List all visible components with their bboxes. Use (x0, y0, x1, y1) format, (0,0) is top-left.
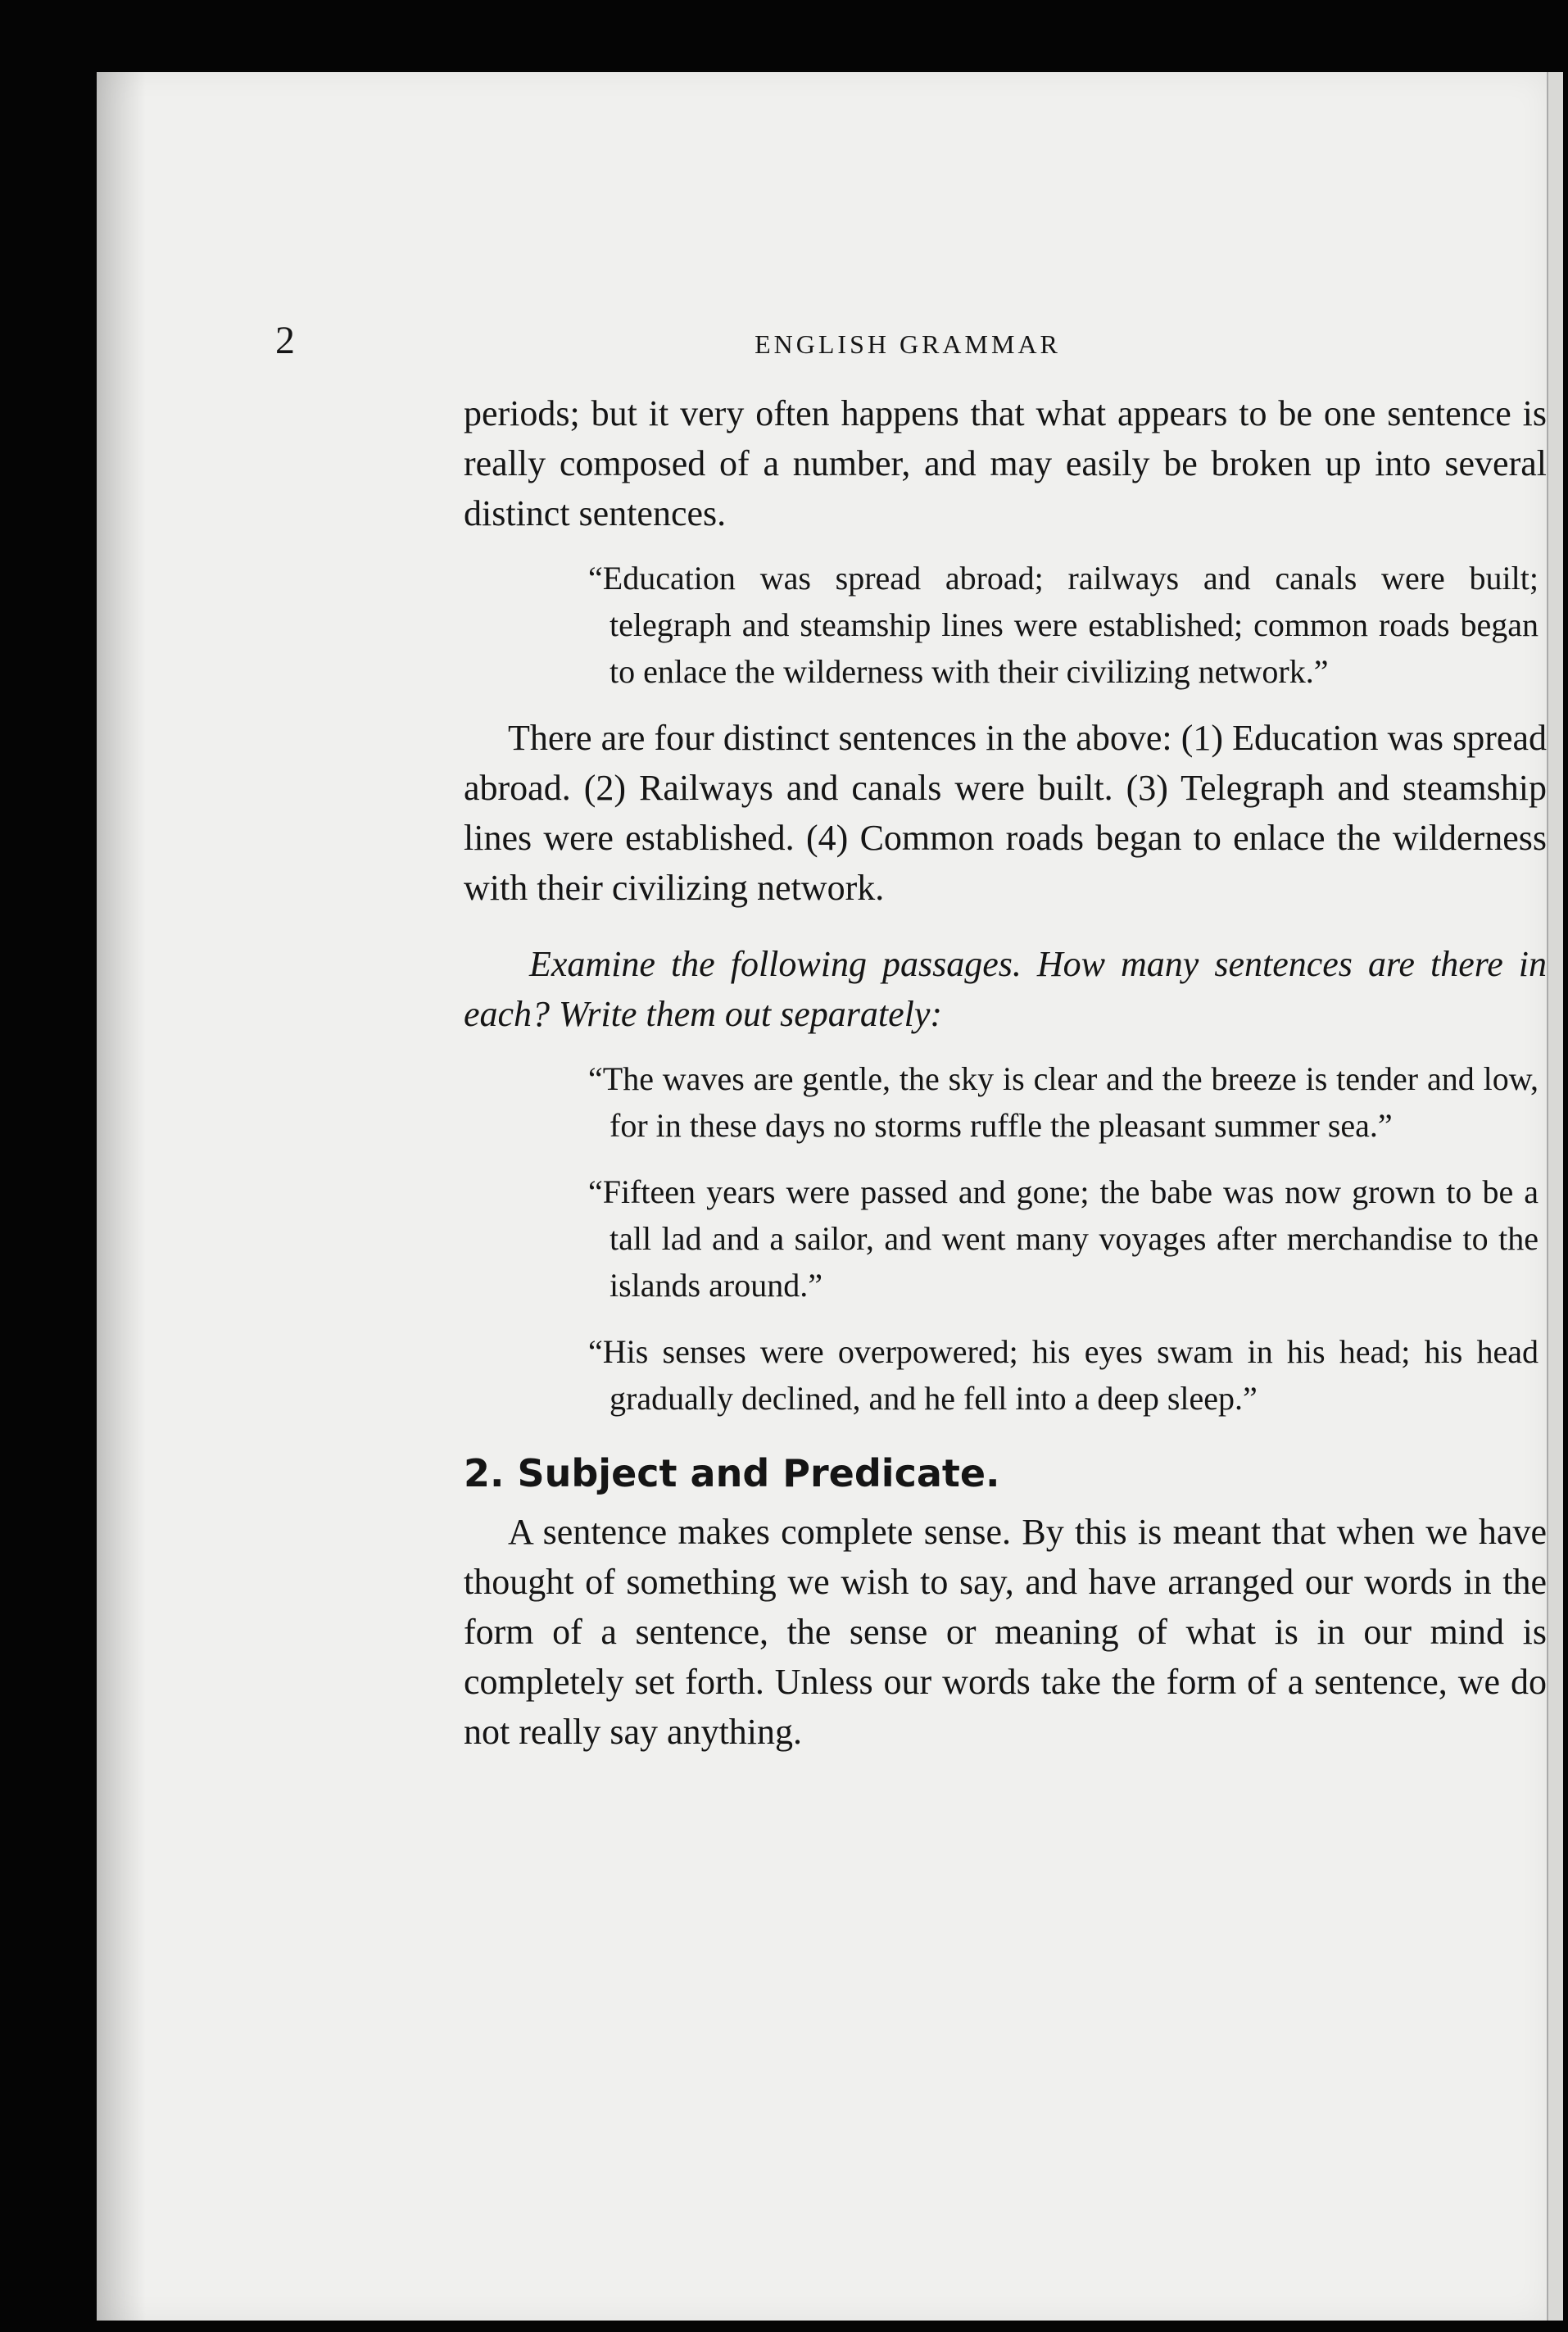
page-header (267, 318, 1548, 383)
quote-waves: “The waves are gentle, the sky is clear and the breeze is tender and low, for in these days no storms ruffle the pleasant summer sea.” (588, 1060, 1539, 1144)
book-page (97, 72, 1548, 2321)
page-number: 2 (275, 319, 295, 362)
quote-fifteen-years: “Fifteen years were passed and gone; the babe was now grown to be a tall lad and a sailor, and went many voyages after merchandise to the islands around.” (588, 1173, 1539, 1304)
page-content (275, 318, 1548, 1757)
section-title: 2. Subject and Predicate. (464, 1451, 1000, 1495)
quote-education: “Education was spread abroad; railways and canals were built; telegraph and steamship lines were established; common roads began to enlace the wilderness with their civilizing network.” (588, 560, 1539, 690)
intro-paragraph: periods; but it very often happens that what appears to be one sentence is really composed of a number, and may easily be broken up into several distinct sentences. (464, 393, 1547, 533)
explanation-paragraph: There are four distinct sentences in the above: (1) Education was spread abroad. (2) Railways and canals were built. (3) Telegraph and steamship lines were established. (4) Common roads began to enlace the wilderness with their civilizing network. (464, 718, 1547, 908)
page-edge (1547, 72, 1563, 2321)
running-head: ENGLISH GRAMMAR (755, 329, 1061, 359)
exercise-instruction: Examine the following passages. How many sentences are there in each? Write them out separately: (464, 944, 1547, 1034)
section-paragraph: A sentence makes complete sense. By this is meant that when we have thought of something we wish to say, and have arranged our words in the form of a sentence, the sense or meaning of what is in our mind is completely set forth. Unless our words take the form of a sentence, we do not really say anything. (464, 1512, 1547, 1752)
quote-senses: “His senses were overpowered; his eyes swam in his head; his head gradually declined, and he fell into a deep sleep.” (588, 1333, 1539, 1417)
page-gutter-shadow (97, 72, 146, 2321)
